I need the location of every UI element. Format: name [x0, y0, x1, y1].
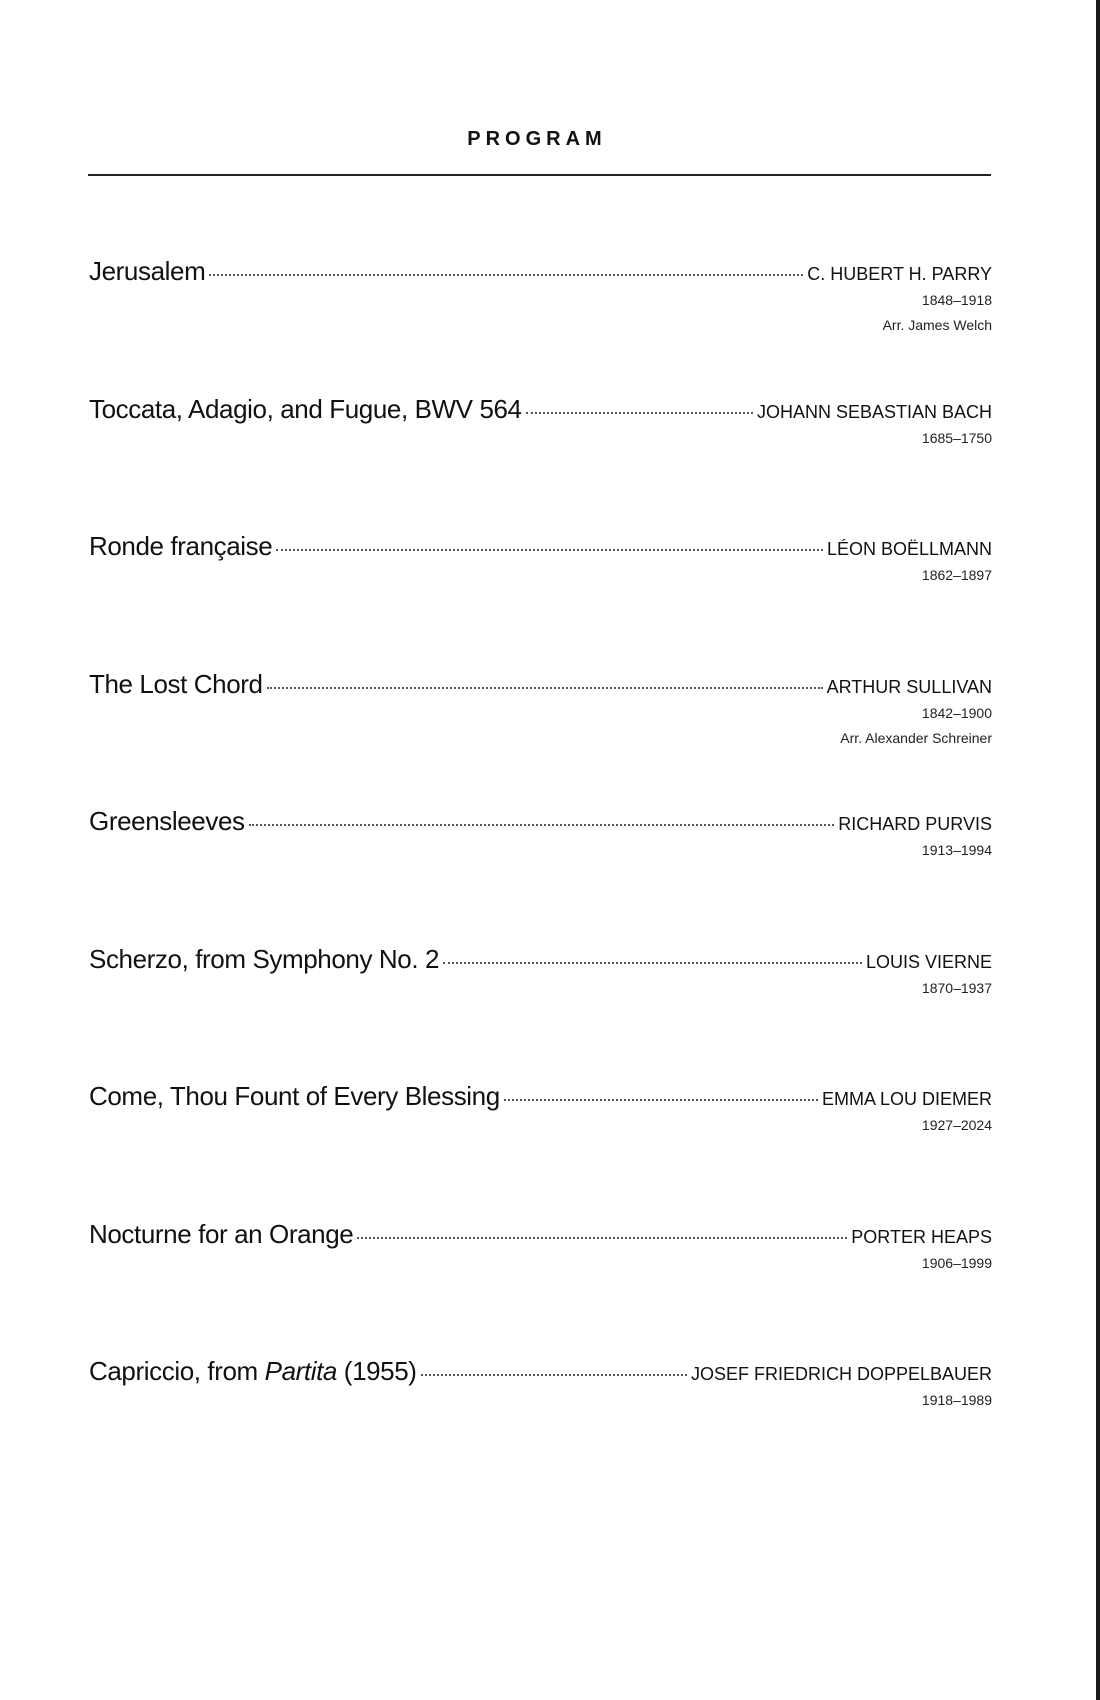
program-entry — [89, 531, 992, 669]
dot-leader — [276, 549, 823, 551]
composer-dates: 1927–2024 — [921, 1117, 992, 1133]
program-entry — [89, 944, 992, 1082]
program-entry — [89, 1081, 992, 1219]
program-list — [89, 256, 992, 1494]
dot-leader — [267, 687, 823, 689]
dot-leader — [504, 1099, 818, 1101]
composer-name: LOUIS VIERNE — [865, 951, 992, 972]
piece-title-main: Capriccio, from — [89, 1356, 265, 1386]
composer-name: JOSEF FRIEDRICH DOPPELBAUER — [690, 1364, 992, 1384]
composer-dates: 1848–1918 — [921, 292, 992, 308]
arranger-credit: Arr. Alexander Schreiner — [840, 729, 992, 746]
header-divider — [88, 174, 991, 176]
page-edge-line — [1096, 0, 1100, 1700]
piece-title-suffix: (1955) — [336, 1356, 417, 1386]
composer-name: RICHARD PURVIS — [838, 814, 992, 834]
piece-title: Ronde française — [89, 531, 273, 561]
dot-leader — [443, 962, 862, 964]
composer-dates: 1842–1900 — [921, 704, 992, 721]
program-entry — [89, 669, 992, 807]
program-entry — [89, 1219, 992, 1357]
composer-dates: 1685–1750 — [921, 429, 992, 446]
dot-leader — [209, 274, 803, 276]
piece-title — [89, 1356, 417, 1387]
program-entry — [89, 1356, 992, 1494]
composer-name: JOHANN SEBASTIAN BACH — [756, 401, 992, 422]
piece-title: The Lost Chord — [89, 668, 263, 699]
composer-dates: 1906–1999 — [921, 1254, 992, 1271]
dot-leader — [526, 412, 753, 414]
piece-title: Greensleeves — [89, 806, 245, 836]
piece-title: Come, Thou Fount of Every Blessing — [89, 1081, 500, 1111]
composer-name: EMMA LOU DIEMER — [821, 1089, 992, 1109]
arranger-credit: Arr. James Welch — [882, 317, 992, 333]
composer-dates: 1913–1994 — [921, 842, 992, 858]
composer-name: PORTER HEAPS — [851, 1226, 992, 1247]
page-title: PROGRAM — [467, 128, 607, 150]
program-entry — [89, 806, 992, 944]
program-entry — [89, 394, 992, 532]
program-entry — [89, 256, 992, 394]
dot-leader — [421, 1374, 687, 1376]
piece-title: Scherzo, from Symphony No. 2 — [89, 943, 440, 974]
composer-dates: 1862–1897 — [921, 567, 992, 583]
dot-leader — [357, 1237, 847, 1239]
composer-dates: 1918–1989 — [921, 1392, 992, 1408]
piece-title: Jerusalem — [89, 256, 206, 286]
composer-dates: 1870–1937 — [921, 979, 992, 996]
dot-leader — [249, 824, 835, 826]
composer-name: LÉON BOËLLMANN — [826, 539, 992, 559]
piece-title: Nocturne for an Orange — [89, 1218, 354, 1249]
piece-title: Toccata, Adagio, and Fugue, BWV 564 — [89, 393, 522, 424]
piece-title-italic: Partita — [264, 1356, 337, 1386]
composer-name: ARTHUR SULLIVAN — [826, 676, 992, 697]
composer-name: C. HUBERT H. PARRY — [807, 264, 992, 284]
